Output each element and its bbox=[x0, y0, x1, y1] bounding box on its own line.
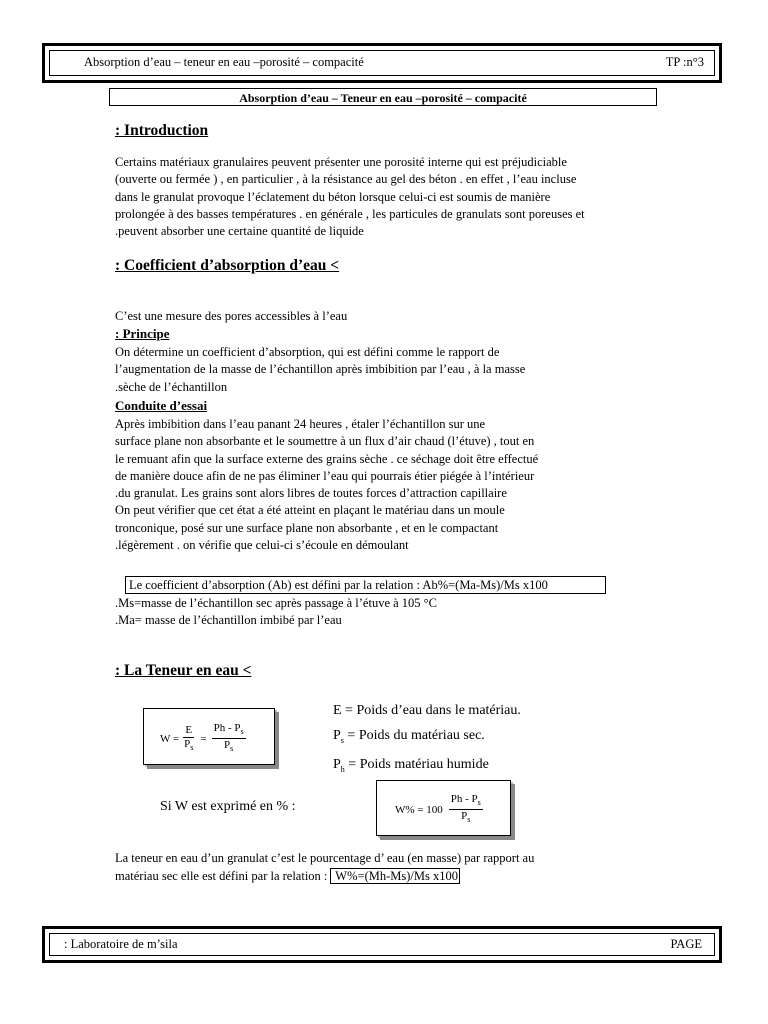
fraction-numerator: E bbox=[185, 723, 193, 736]
formula-w bbox=[160, 722, 246, 755]
footer-inner-frame bbox=[49, 933, 715, 956]
conduite-line: surface plane non absorbante et le soumettre à un flux d’air chaud (l’étuve) , tout en bbox=[115, 434, 535, 449]
intro-line: Certains matériaux granulaires peuvent présenter une porosité interne qui est préjudiciable bbox=[115, 155, 567, 169]
coef-definition: C’est une mesure des pores accessibles à l’eau bbox=[115, 309, 348, 323]
principe-line: l’augmentation de la masse de l’échantillon après imbibition par l’eau , à la masse bbox=[115, 362, 526, 377]
fraction-denominator: $P_s$ bbox=[461, 810, 471, 825]
formula-box-w bbox=[143, 708, 275, 765]
main-title-box bbox=[109, 88, 657, 106]
intro-heading: : Introduction bbox=[115, 122, 209, 139]
conclusion-relation-box: W%=(Mh-Ms)/Ms x100 bbox=[332, 869, 458, 883]
conduite-heading: Conduite d’essai bbox=[115, 398, 208, 413]
conduite-line: On peut vérifier que cet état a été atteint en plaçant le matériau dans un moule bbox=[115, 503, 505, 518]
footer-frame bbox=[42, 926, 722, 963]
fraction-denominator: $P_s$ bbox=[224, 739, 234, 754]
principe-heading: : Principe bbox=[115, 326, 170, 341]
conclusion-line-1: La teneur en eau d’un granulat c’est le pourcentage d’ eau (en masse) par rapport au bbox=[115, 851, 535, 865]
fraction-ph-ps-percent bbox=[449, 793, 483, 826]
ms-definition: .Ms=masse de l’échantillon sec après passage à l’étuve à 105 °C bbox=[115, 596, 438, 610]
header-inner-frame bbox=[49, 50, 715, 76]
fraction-e-ps bbox=[182, 724, 195, 754]
intro-line: (ouverte ou fermée ) , en particulier , à la résistance au gel des béton . en effet , l’eau incluse bbox=[115, 172, 577, 187]
intro-paragraph bbox=[115, 154, 585, 240]
principe-line: .sèche de l’échantillon bbox=[115, 379, 228, 394]
legend-e: E = Poids d’eau dans le matériau. bbox=[333, 703, 521, 718]
principe-paragraph bbox=[115, 344, 525, 396]
fraction-numerator: Ph - $P_s$ bbox=[212, 722, 246, 739]
intro-line: dans le granulat provoque l’éclatement du béton lorsque celui-ci est soumis de manière bbox=[115, 189, 551, 204]
footer-page: PAGE bbox=[670, 937, 702, 951]
coef-heading: : Coefficient d’absorption d’eau < bbox=[115, 257, 340, 274]
conduite-line: Après imbibition dans l’eau panant 24 heures , étaler l’échantillon sur une bbox=[115, 417, 486, 431]
conduite-line: de manière douce afin de ne pas éliminer l’eau qui pourrais étier piégée à l’intérieur bbox=[115, 468, 535, 483]
intro-line: .peuvent absorber une certaine quantité de liquide bbox=[115, 224, 364, 239]
fraction-numerator: Ph - $P_s$ bbox=[449, 793, 483, 810]
conduite-line: .du granulat. Les grains sont alors libres de toutes forces d’attraction capillaire bbox=[115, 486, 507, 501]
conduite-line: tronconique, posé sur une surface plane non absorbante , et en le compactant bbox=[115, 520, 499, 535]
formula-equals: = bbox=[200, 732, 207, 745]
teneur-heading: : La Teneur en eau < bbox=[115, 662, 252, 679]
fraction-denominator: $P_s$ bbox=[184, 737, 194, 752]
si-w-label: Si W est exprimé en % : bbox=[160, 799, 296, 814]
formula-box-w-percent bbox=[376, 780, 511, 836]
conduite-paragraph bbox=[115, 416, 538, 554]
header-title: Absorption d’eau – teneur en eau –porosité – compacité bbox=[84, 55, 364, 69]
header-tp: TP :n°3 bbox=[665, 55, 704, 69]
principe-line: On détermine un coefficient d’absorption, qui est défini comme le rapport de bbox=[115, 345, 500, 359]
relation-text: Le coefficient d’absorption (Ab) est défini par la relation : Ab%=(Ma-Ms)/Ms x100 bbox=[129, 578, 548, 592]
footer-lab: : Laboratoire de m’sila bbox=[64, 937, 178, 951]
legend-ps: $P_s$ = Poids du matériau sec. bbox=[333, 728, 485, 745]
formula2-lhs: W% = 100 bbox=[395, 803, 443, 816]
intro-line: prolongée à des basses températures . en générale , les particules de granulats sont poreuses et bbox=[115, 206, 585, 221]
formula-w-lhs: W = bbox=[160, 732, 180, 745]
header-frame bbox=[42, 43, 722, 83]
main-title: Absorption d’eau – Teneur en eau –porosité – compacité bbox=[239, 91, 527, 105]
conduite-line: .légèrement . on vérifie que celui-ci s’écoule en démoulant bbox=[115, 538, 409, 553]
conduite-line: le remuant afin que la surface externe des grains sèche . ce séchage doit être effectué bbox=[115, 451, 539, 466]
legend-ph: $P_h$ = Poids matériau humide bbox=[333, 757, 489, 774]
conclusion-line-2: matériau sec elle est défini par la relation : W%=(Mh-Ms)/Ms x100 bbox=[115, 869, 458, 883]
relation-box bbox=[125, 576, 606, 594]
formula-w-percent bbox=[395, 793, 483, 826]
ma-definition: .Ma= masse de l’échantillon imbibé par l’eau bbox=[115, 613, 342, 627]
fraction-ph-ps bbox=[212, 722, 246, 755]
